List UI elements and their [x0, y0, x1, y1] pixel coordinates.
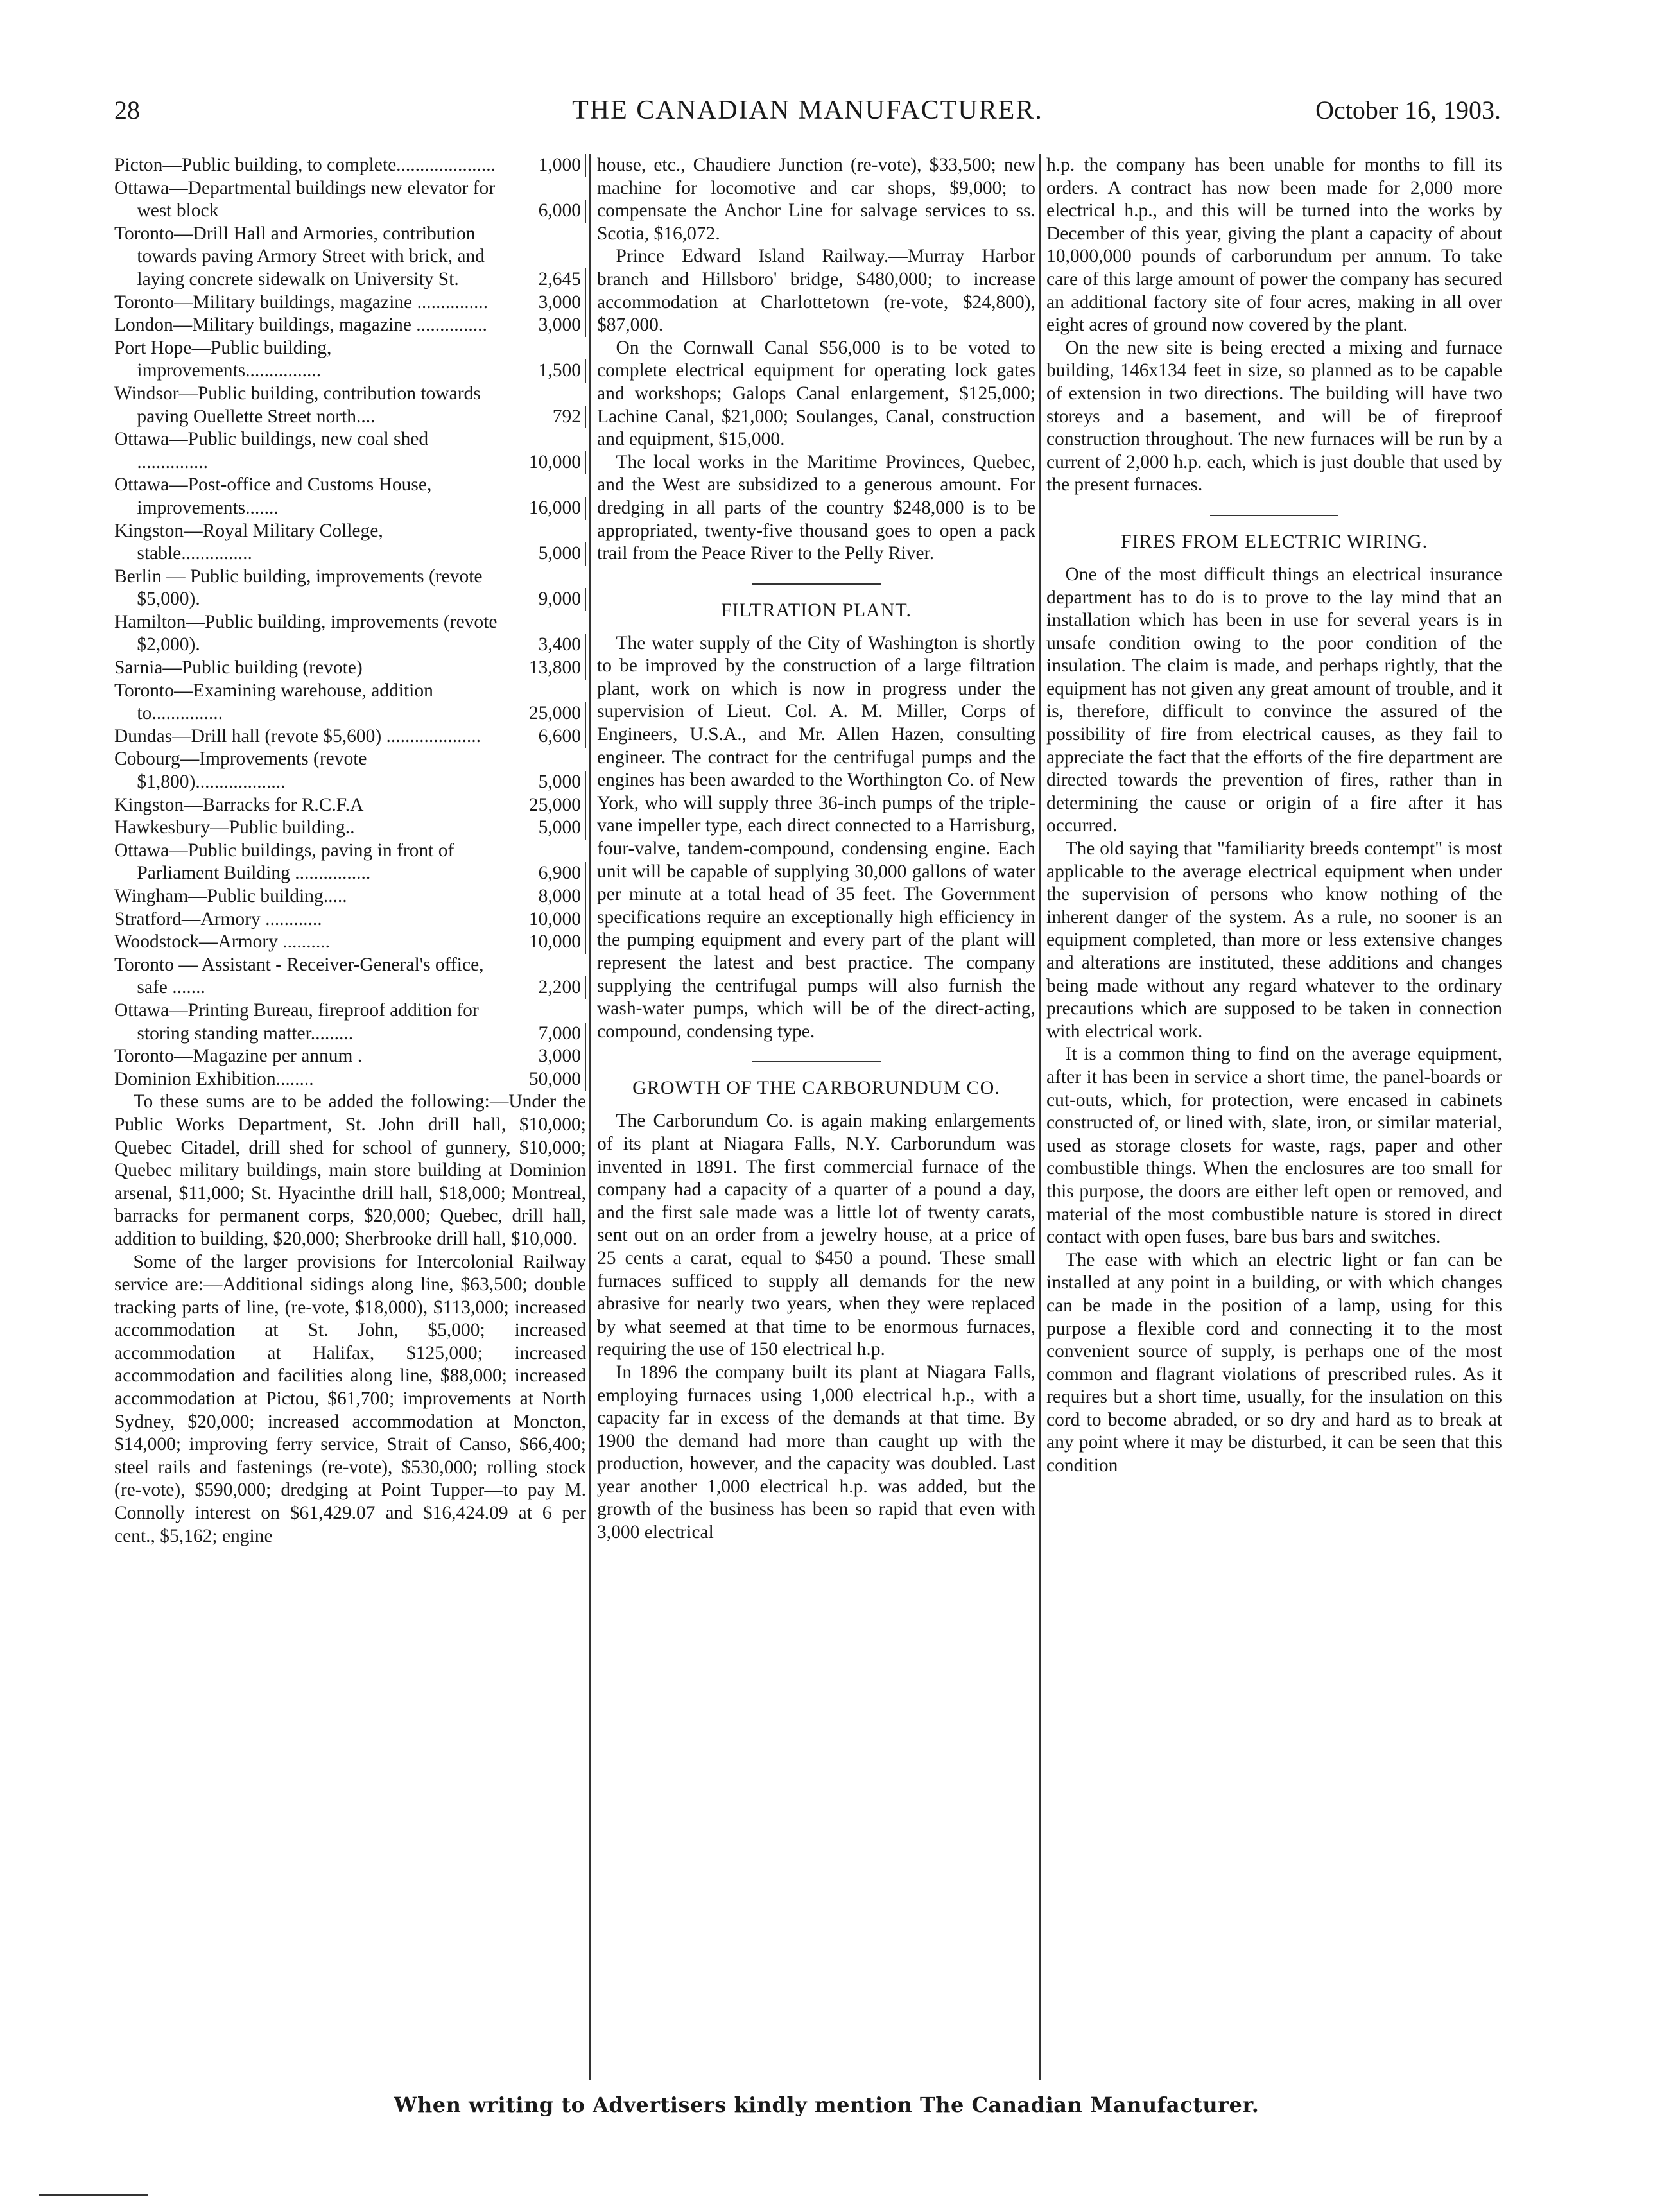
appropriation-amount: 1,000 [504, 154, 586, 177]
appropriation-text: Picton—Public building, to complete..................... [114, 155, 496, 175]
appropriation-text: Cobourg—Improvements (revote $1,800)................... [114, 748, 367, 793]
appropriation-amount: 792 [504, 406, 586, 429]
column-1-text [114, 1091, 586, 1548]
appropriation-amount: 3,000 [504, 291, 586, 315]
filtration-heading: FILTRATION PLANT. [720, 599, 912, 621]
appropriation-entry [114, 314, 586, 337]
appropriation-text: Toronto—Military buildings, magazine ............... [114, 291, 489, 313]
appropriation-entry [114, 748, 586, 793]
masthead [114, 95, 1501, 134]
appropriation-amount: 9,000 [504, 588, 586, 611]
section-divider [752, 583, 881, 585]
appropriations-list [114, 154, 586, 1091]
appropriation-text: Ottawa—Public buildings, new coal shed ............... [114, 429, 429, 472]
appropriation-text: Dominion Exhibition........ [114, 1068, 314, 1089]
appropriation-amount: 5,000 [504, 817, 586, 840]
paragraph: house, etc., Chaudiere Junction (re-vote), $33,500; new machine for locomotive and car shops, $9,000; to compensate the Anchor Line for salvage services to ss. Scotia, $16,072. [597, 155, 1035, 244]
appropriation-text: Dundas—Drill hall (revote $5,600) .................... [114, 725, 481, 747]
fires-article [1046, 564, 1502, 1478]
newspaper-title: THE CANADIAN MANUFACTURER. [572, 96, 1043, 125]
section-divider [1210, 515, 1338, 516]
appropriation-amount: 2,645 [504, 268, 586, 291]
appropriation-entry [114, 680, 586, 725]
appropriation-text: Woodstock—Armory .......... [114, 931, 331, 953]
carborundum-article [597, 1110, 1035, 1544]
appropriation-amount: 6,000 [504, 200, 586, 223]
appropriation-text: Toronto—Magazine per annum . [114, 1046, 363, 1067]
appropriation-text: London—Military buildings, magazine ............... [114, 315, 487, 336]
appropriation-entry [114, 840, 586, 885]
appropriation-text: Windsor—Public building, contribution towards paving Ouellette Street north.... [114, 383, 481, 427]
paragraph: Prince Edward Island Railway.—Murray Harbor branch and Hillsboro' bridge, $480,000; to increase accommodation at Charlottetown (re-vote, $24,800), $87,000. [597, 246, 1035, 336]
section-divider [752, 1061, 881, 1062]
paragraph: On the Cornwall Canal $56,000 is to be voted to complete electrical equipment for operating lock gates and workshops; Galops Canal enlargement, $125,000; Lachine Canal, $21,000; Soulanges, Canal, construction and equipment, $15,000. [597, 337, 1035, 450]
appropriation-amount: 2,200 [504, 976, 586, 999]
appropriation-text: Toronto—Drill Hall and Armories, contribution towards paving Armory Street with brick, and laying concrete sidewalk on University St. [114, 223, 485, 289]
paragraph: The ease with which an electric light or fan can be installed at any point in a building, or with which changes can be made in the position of a lamp, using for this purpose a flexible cord and connecting it to the most convenient source of supply, is perhaps one of the most common and flagrant violations of prescribed rules. As it requires but a short time, usually, for the insulation on this cord to become abraded, or so dry and hard as to break at any point where it may be disturbed, it can be seen that this condition [1046, 1249, 1502, 1476]
appropriation-entry [114, 908, 586, 931]
paragraph: The water supply of the City of Washington is shortly to be improved by the construction of a large filtration plant, work on which is now in progress under the supervision of Lieut. Col. A. M. Miller, Corps of Engineers, U.S.A., and Mr. Allen Hazen, consulting engineer. The contract for the centrifugal pumps and the engines has been awarded to the Worthington Co. of New York, who will supply three 36-inch pumps of the triple-vane impeller type, each direct connected to a Harrisburg, four-valve, tandem-compound, condensing engine. Each unit will be capable of supplying 30,000 gallons of water per minute at a total head of 35 feet. The Government specifications require an exceptionally high efficiency in the pumping equipment and every part of the plant will represent the latest and best practice. The company supplying the centrifugal pumps will also furnish the wash-water pumps, which will be of the direct-acting, compound, condensing type. [597, 632, 1035, 1042]
appropriation-amount: 10,000 [504, 931, 586, 954]
appropriation-entry [114, 428, 586, 474]
appropriation-amount: 25,000 [504, 794, 586, 817]
appropriation-entry [114, 885, 586, 908]
appropriation-text: Berlin — Public building, improvements (revote $5,000). [114, 566, 483, 610]
column-rule-1 [589, 154, 591, 2080]
appropriation-text: Toronto—Examining warehouse, addition to............... [114, 680, 433, 724]
column-2 [597, 154, 1035, 1544]
appropriation-text: Wingham—Public building..... [114, 886, 347, 906]
paragraph: The local works in the Maritime Provinces, Quebec, and the West are subsidized to a generous amount. For dredging in all parts of the country $248,000 is to be appropriated, twenty-five thousand goes to open a pack trail from the Peace River to the Pelly River. [597, 451, 1035, 564]
appropriation-entry [114, 999, 586, 1045]
appropriation-amount: 10,000 [504, 908, 586, 931]
appropriation-amount: 10,000 [504, 451, 586, 474]
page-number: 28 [114, 96, 140, 125]
column-1 [114, 154, 586, 1548]
appropriation-entry [114, 954, 586, 999]
appropriation-amount: 6,600 [504, 725, 586, 748]
paragraph: On the new site is being erected a mixing and furnace building, 146x134 feet in size, so planned as to be capable of extension in two directions. The building will have two storeys and a basement, and will be of fireproof construction throughout. The new furnaces will be run by a current of 2,000 h.p. each, which is just double that used by the present furnaces. [1046, 337, 1502, 496]
appropriation-entry [114, 817, 586, 840]
bottom-rule [39, 2194, 148, 2196]
appropriation-amount: 16,000 [504, 497, 586, 520]
appropriation-entry [114, 1068, 586, 1091]
appropriation-entry [114, 931, 586, 954]
appropriation-amount: 3,000 [504, 1045, 586, 1068]
appropriation-text: Hamilton—Public building, improvements (revote $2,000). [114, 611, 498, 655]
appropriation-amount: 50,000 [504, 1068, 586, 1091]
column-3 [1046, 154, 1502, 1478]
appropriation-entry [114, 474, 586, 519]
appropriation-text: Ottawa—Departmental buildings new elevator for west block [114, 177, 496, 221]
appropriation-entry [114, 337, 586, 383]
column-3-text [1046, 154, 1502, 497]
appropriation-amount: 25,000 [504, 702, 586, 725]
appropriation-amount: 5,000 [504, 542, 586, 566]
carborundum-heading: GROWTH OF THE CARBORUNDUM CO. [632, 1077, 1000, 1099]
appropriation-amount: 6,900 [504, 862, 586, 885]
appropriation-entry [114, 657, 586, 680]
paragraph: Some of the larger provisions for Intercolonial Railway service are:—Additional sidings along line, $63,500; double tracking parts of line, (re-vote, $18,000), $113,000; increased accommodation at St. John, $5,000; increased accommodation at Halifax, $125,000; increased accommodation and facilities along line, $88,000; increased accommodation at Pictou, $61,700; improvements at North Sydney, $20,000; increased accommodation at Moncton, $14,000; improving ferry service, Strait of Canso, $66,400; steel rails and fastenings (re-vote), $530,000; rolling stock (re-vote), $590,000; dredging at Point Tupper—to pay M. Connolly interest on $61,429.07 and $16,424.09 at 6 per cent., $5,162; engine [114, 1251, 586, 1546]
appropriation-text: Ottawa—Printing Bureau, fireproof addition for storing standing matter......... [114, 999, 479, 1044]
paragraph: To these sums are to be added the following:—Under the Public Works Department, St. John drill hall, $10,000; Quebec Citadel, drill shed for school of gunnery, $10,000; Quebec military buildings, main store building at Dominion arsenal, $11,000; St. Hyacinthe drill hall, $18,000; Montreal, barracks for permanent corps, $20,000; Quebec, drill hall, addition to building, $20,000; Sherbrooke drill hall, $10,000. [114, 1091, 586, 1249]
appropriation-entry [114, 725, 586, 748]
filtration-article [597, 632, 1035, 1044]
appropriation-entry [114, 154, 586, 177]
appropriation-text: Stratford—Armory ............ [114, 908, 322, 929]
paragraph: One of the most difficult things an electrical insurance department has to do is to prove to the lay mind that an installation which has been in use for several years is in unsafe condition owing to the poor condition of the insulation. The claim is made, and perhaps rightly, that the equipment has not given any great amount of trouble, and it is, therefore, difficult to convince the assured of the possibility of fire from electrical causes, as they fail to appreciate the fact that the efforts of the fire department are directed towards the prevention of fires, rather than in determining the cause or origin of a fire after it has occurred. [1046, 564, 1502, 836]
paragraph: In 1896 the company built its plant at Niagara Falls, employing furnaces using 1,000 electrical h.p., with a capacity far in excess of the demands at that time. By 1900 the demand had more than caught up with the production, however, and the capacity was doubled. Last year another 1,000 electrical h.p. was added, but the growth of the business has been so rapid that even with 3,000 electrical [597, 1361, 1035, 1543]
appropriation-entry [114, 177, 586, 223]
appropriation-entry [114, 520, 586, 566]
appropriation-amount: 13,800 [504, 657, 586, 680]
issue-date: October 16, 1903. [1315, 96, 1501, 125]
appropriation-text: Hawkesbury—Public building.. [114, 817, 355, 838]
appropriation-text: Ottawa—Post-office and Customs House, improvements....... [114, 474, 432, 518]
appropriation-amount: 8,000 [504, 885, 586, 908]
appropriation-entry [114, 383, 586, 428]
appropriation-text: Port Hope—Public building, improvements................ [114, 337, 332, 381]
appropriation-text: Ottawa—Public buildings, paving in front of Parliament Building ................ [114, 840, 454, 884]
appropriation-entry [114, 611, 586, 657]
fires-heading: FIRES FROM ELECTRIC WIRING. [1120, 530, 1428, 552]
column-rule-2 [1039, 154, 1041, 2080]
appropriation-amount: 5,000 [504, 771, 586, 794]
appropriation-entry [114, 1045, 586, 1068]
appropriation-entry [114, 291, 586, 315]
appropriation-amount: 1,500 [504, 359, 586, 383]
appropriation-amount: 3,000 [504, 314, 586, 337]
paragraph: It is a common thing to find on the average equipment, after it has been in service a short time, the panel-boards or cut-outs, which, for protection, were encased in cabinets constructed of, or lined with, slate, iron, or similar material, used as storage closets for waste, rags, paper and other combustible things. When the enclosures are too small for this purpose, the doors are either left open or removed, and material of the most combustible nature is stored in direct contact with open fuses, bare bus bars and switches. [1046, 1044, 1502, 1248]
appropriation-text: Sarnia—Public building (revote) [114, 657, 363, 678]
paragraph: The old saying that "familiarity breeds contempt" is most applicable to the average electrical equipment when under the supervision of persons who know nothing of the inherent danger of the system. As a rule, no sooner is an equipment completed, than more or less extensive changes and alterations are instituted, these additions and changes being made without any regard whatever to the ordinary precautions which are supposed to be taken in connection with electrical work. [1046, 838, 1502, 1042]
appropriation-text: Kingston—Barracks for R.C.F.A [114, 794, 364, 815]
paragraph: The Carborundum Co. is again making enlargements of its plant at Niagara Falls, N.Y. Carborundum was invented in 1891. The first commercial furnace of the company had a capacity of a quarter of a pound a day, and the first sale made was a little lot of twenty carats, sent out on an order from a jewelry house, at a price of 25 cents a carat, equal to $450 a pound. These small furnaces sufficed to supply all demands for the new abrasive for nearly two years, when they were replaced by what seemed at that time to be enormous furnaces, requiring the use of 150 electrical h.p. [597, 1110, 1035, 1360]
column-2-text [597, 154, 1035, 566]
advertiser-notice: When writing to Advertisers kindly mention The Canadian Manufacturer. [394, 2093, 1259, 2117]
appropriation-entry [114, 566, 586, 611]
appropriation-amount: 7,000 [504, 1023, 586, 1046]
appropriation-text: Toronto — Assistant - Receiver-General's office, safe ....... [114, 954, 484, 998]
paragraph: h.p. the company has been unable for months to fill its orders. A contract has now been made for 2,000 more electrical h.p., and this will be turned into the works by December of this year, giving the plant a capacity of about 10,000,000 pounds of carborundum per annum. To take care of this large amount of power the company has secured an additional factory site of four acres, making in all over eight acres of ground now covered by the plant. [1046, 155, 1502, 336]
appropriation-amount: 3,400 [504, 634, 586, 657]
appropriation-text: Kingston—Royal Military College, stable............... [114, 520, 383, 564]
appropriation-entry [114, 223, 586, 291]
appropriation-entry [114, 794, 586, 817]
